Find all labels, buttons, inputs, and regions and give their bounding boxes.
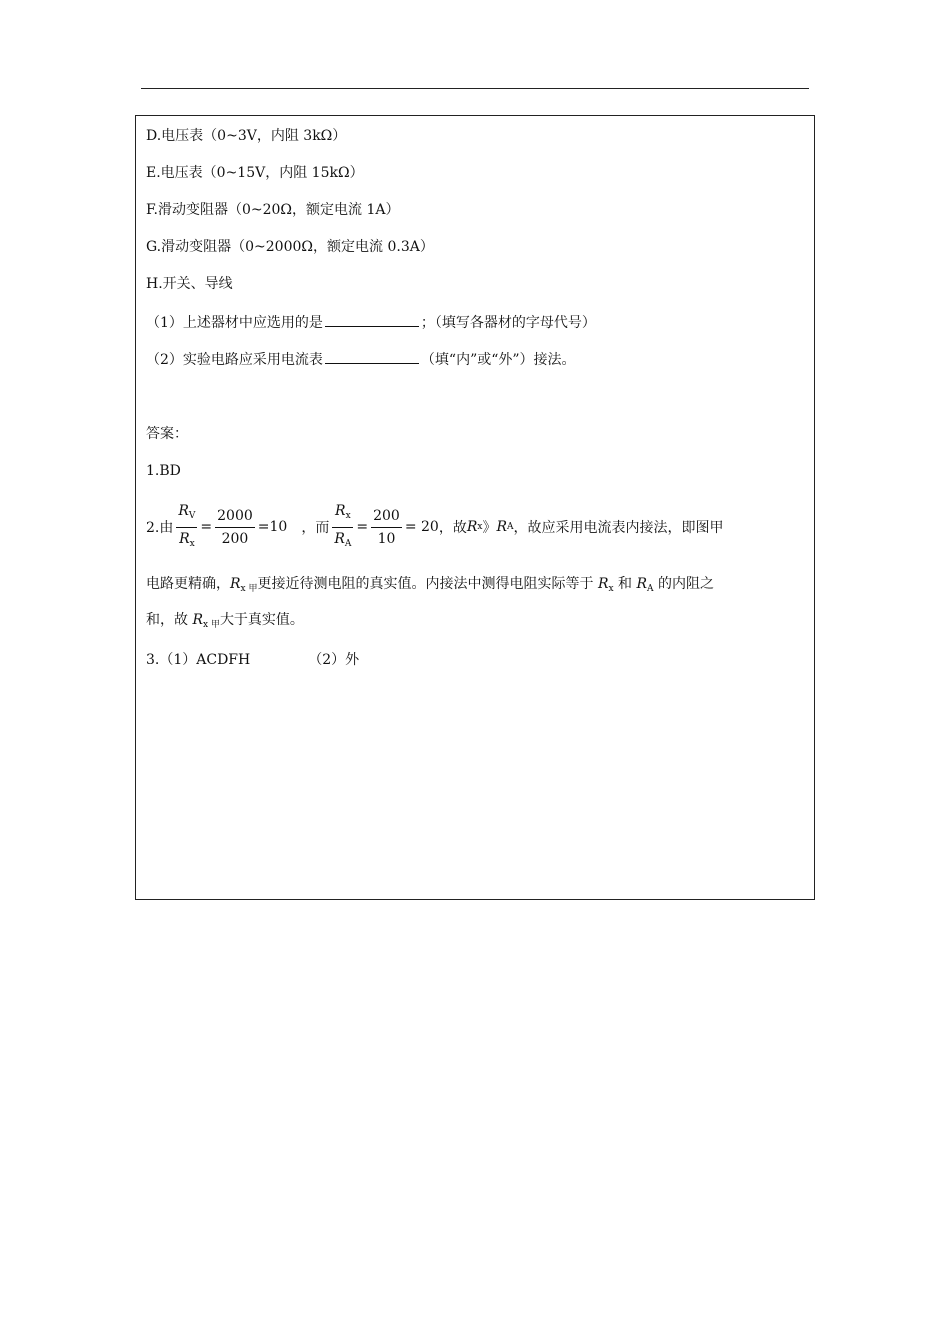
frac1-num: R xyxy=(178,502,189,519)
content-box xyxy=(135,115,815,900)
answer-heading: 答案： xyxy=(146,426,188,442)
frac2-den: 200 xyxy=(221,530,249,547)
question-2-prefix: （2）实验电路应采用电流表 xyxy=(146,352,323,368)
fraction-rv-rx xyxy=(176,502,197,553)
answer-2-after: ，故 xyxy=(438,520,467,536)
question-2 xyxy=(146,349,576,370)
line3-text-a: 和，故 xyxy=(146,612,193,628)
line3-rx-sub: x 甲 xyxy=(203,620,220,630)
line2-rx-sub: x 甲 xyxy=(240,584,258,594)
option-h: H.开关、导线 xyxy=(146,276,233,292)
frac1-den-sub: x xyxy=(189,538,195,549)
rx-symbol-sub: x xyxy=(477,522,483,532)
answer-2-line-3 xyxy=(146,610,304,635)
frac3-den: R xyxy=(334,530,345,547)
compare-symbol: 》 xyxy=(482,520,497,536)
question-2-suffix: （填“内”或“外”）接法。 xyxy=(420,352,576,368)
frac4-den: 10 xyxy=(377,530,396,547)
frac3-den-sub: A xyxy=(344,538,352,549)
fraction-rx-ra xyxy=(332,502,353,553)
equals-result-2: = 20 xyxy=(404,519,439,535)
line2-text-c: 和 xyxy=(613,576,637,592)
ra-symbol-sub: A xyxy=(507,522,514,532)
line2-rx2: R xyxy=(597,576,609,592)
frac1-num-sub: V xyxy=(188,510,196,521)
question-1-suffix: ；（填写各器材的字母代号） xyxy=(420,315,596,331)
line3-text-b: 大于真实值。 xyxy=(219,612,304,628)
line2-ra: R xyxy=(636,576,648,592)
answer-2-line-2 xyxy=(146,574,714,599)
equals-1: = xyxy=(200,519,213,535)
equals-2: = xyxy=(356,519,369,535)
line2-text-b: 更接近待测电阻的真实值。内接法中测得电阻实际等于 xyxy=(257,576,598,592)
frac1-den: R xyxy=(179,530,190,547)
line2-text-a: 电路更精确， xyxy=(146,576,230,592)
question-1-prefix: （1）上述器材中应选用的是 xyxy=(146,315,323,331)
question-1 xyxy=(146,312,596,333)
ra-symbol: R xyxy=(496,519,508,535)
fraction-2000-200 xyxy=(215,507,255,548)
line2-rx2-sub: x xyxy=(608,584,614,594)
option-d: D.电压表（0~3V，内阻 3kΩ） xyxy=(146,128,347,144)
line2-text-d: 的内阻之 xyxy=(653,576,714,592)
fraction-200-10 xyxy=(371,507,402,548)
line3-rx: R xyxy=(192,612,203,628)
frac3-num: R xyxy=(335,502,346,519)
option-f: F.滑动变阻器（0~20Ω，额定电流 1A） xyxy=(146,202,400,218)
question-1-blank xyxy=(325,312,419,327)
frac4-num: 200 xyxy=(371,507,402,528)
option-g: G.滑动变阻器（0~2000Ω，额定电流 0.3A） xyxy=(146,239,434,255)
frac3-num-sub: x xyxy=(345,510,351,521)
frac2-num: 2000 xyxy=(215,507,255,528)
answer-2-prefix: 2.由 xyxy=(146,520,174,536)
answer-2-equation xyxy=(146,499,724,555)
answer-3-part-1: 3.（1）ACDFH xyxy=(146,652,251,668)
line2-rx: R xyxy=(230,576,241,592)
answer-3-part-2: （2）外 xyxy=(308,652,360,668)
header-rule xyxy=(141,88,809,89)
answer-2-mid: ，而 xyxy=(301,520,330,536)
equals-result-1: =10 xyxy=(257,519,288,535)
answer-2-tail: ，故应采用电流表内接法，即图甲 xyxy=(513,520,724,536)
line2-ra-sub: A xyxy=(647,584,654,594)
option-e: E.电压表（0~15V，内阻 15kΩ） xyxy=(146,165,364,181)
rx-symbol: R xyxy=(466,519,478,535)
answer-3 xyxy=(146,650,359,670)
question-2-blank xyxy=(325,349,419,364)
answer-1: 1.BD xyxy=(146,463,181,479)
